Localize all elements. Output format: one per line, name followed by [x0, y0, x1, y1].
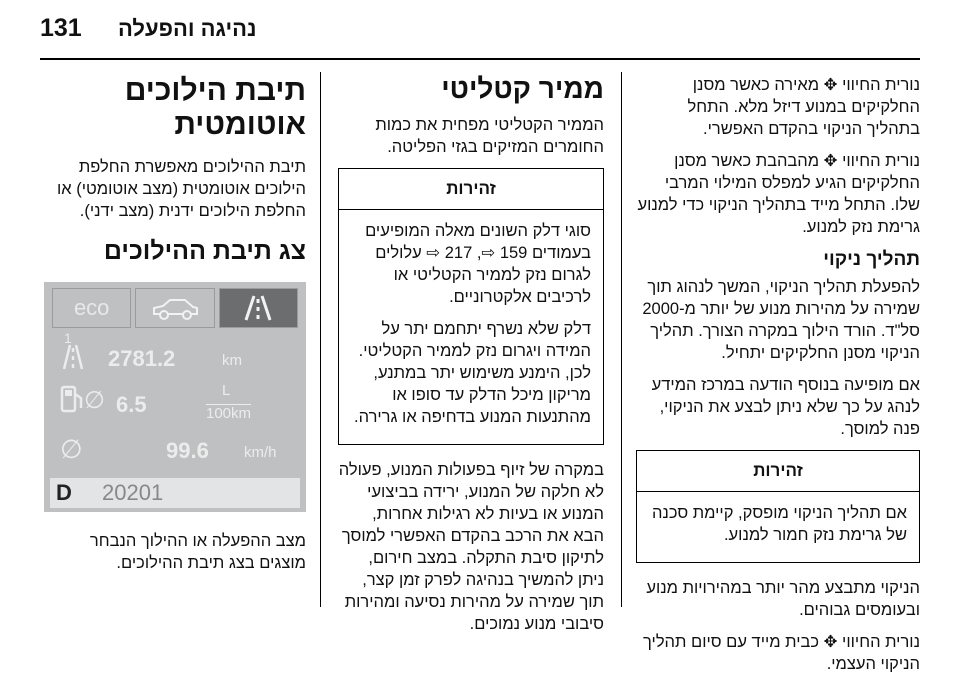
column-middle [338, 74, 604, 645]
trip-number-icon: 1 [64, 330, 72, 346]
paragraph: הניקוי מתבצע מהר יותר במהירויות מנוע ובעומסים גבוהים. [646, 579, 920, 619]
trip-distance-value: 2781.2 [108, 346, 176, 371]
odometer-value: 20201 [102, 480, 164, 505]
paragraph: נורית החיווי ✥ כבית מייד עם סיום תהליך הניקוי העצמי. [643, 633, 920, 673]
warning-paragraph: אם תהליך הניקוי מופסק, קיימת סכנה של גרימת נזק חמור למנוע. [651, 504, 907, 544]
warning-box [338, 168, 604, 445]
header-rule [40, 58, 920, 60]
paragraph: תיבת ההילוכים מאפשרת החלפת הילוכים אוטומטית (מצב אוטומטי) או החלפת הילוכים ידנית (מצב ידני). [56, 158, 306, 220]
eco-label [52, 288, 131, 328]
trip-distance-unit: km [222, 352, 242, 369]
consumption-unit-top: L [222, 382, 231, 399]
trip-road-icon [58, 344, 88, 377]
consumption-value: 6.5 [116, 392, 147, 417]
running-title: נהיגה והפעלה [118, 16, 257, 41]
paragraph: אם מופיעה בנוסף הודעה במרכז המידע לנהג על כך שלא ניתן לבצע את הניקוי, פנה למוסך. [651, 376, 920, 438]
column-divider [320, 72, 321, 607]
eco-text: eco [73, 295, 110, 320]
road-icon [219, 288, 298, 328]
speed-value: 99.6 [166, 438, 209, 463]
fuel-pump-icon [60, 384, 84, 421]
paragraph: במקרה של זיוף בפעולות המנוע, פעולה לא חלקה של המנוע, ירידה בביצועי המנוע או בעיות לא רגילות אחרות, הבא את הרכב בהקדם האפשרי למוסך לתיקון סיבת התקלה. במצב חירום, ניתן להמשיך בנהיגה לפרק זמן קצר, תוך שמירה על מהירות נסיעה ומהירות סיבובי מנוע נמוכים. [338, 461, 604, 633]
column-right [40, 74, 306, 584]
average-icon: ∅ [84, 387, 105, 414]
car-icon [135, 288, 214, 328]
paragraph: נורית החיווי ✥ מאירה כאשר מסנן החלקיקים במנוע דיזל מלא. התחל בתהליך הניקוי בהקדם האפשרי. [687, 76, 920, 138]
warning-title: זהירות [339, 169, 603, 210]
section-heading: ממיר קטליטי [441, 73, 604, 104]
warning-box [636, 450, 920, 563]
paragraph: נורית החיווי ✥ מהבהבת כאשר מסנן החלקיקים הגיע למפלס המילוי המרבי שלו. התחל מייד בתהליך הניקוי כדי למנוע גרימת נזק למנוע. [637, 152, 920, 236]
subsection-heading: צג תיבת ההילוכים [103, 237, 306, 265]
warning-title: זהירות [637, 451, 919, 492]
section-heading: תיבת הילוכים אוטומטית [124, 74, 306, 141]
average-icon: ∅ [60, 434, 83, 464]
page-number: 131 [40, 14, 82, 42]
paragraph: הממיר הקטליטי מפחית את כמות החומרים המזיקים בגזי הפליטה. [375, 116, 604, 156]
cluster-bottom-bar [50, 478, 300, 508]
warning-body [637, 492, 919, 562]
paragraph: להפעלת תהליך הניקוי, המשך לנהוג תוך שמירה על מהירות מנוע של יותר מ-2000 סל"ד. הורד הילוך במקרה הצורך. תהליך הניקוי מסנן החלקיקים יתחיל. [642, 278, 920, 362]
instrument-cluster-display [44, 282, 306, 512]
fuel-consumption-row [50, 384, 300, 424]
consumption-unit-bottom: 100km [206, 405, 252, 422]
gear-indicator: D [56, 480, 72, 505]
warning-body [339, 210, 603, 444]
column-left [636, 74, 920, 685]
speed-unit: km/h [244, 444, 277, 461]
caption: מצב ההפעלה או ההילוך הנבחר מוצגים בצג תיבת ההילוכים. [89, 532, 306, 572]
warning-paragraph: סוגי דלק השונים מאלה המופיעים בעמודים 159 ⇨, 217 ⇨ עלולים לגרום נזק לממיר הקטליטי או לרכיבים אלקטרוניים. [365, 222, 591, 306]
subsection-heading: תהליך ניקוי [823, 249, 920, 270]
trip-distance-row [50, 330, 300, 374]
warning-paragraph: דלק שלא נשרף יתחמם יתר על המידה ויגרום נזק לממיר הקטליטי. לכן, הימנע משימוש יתר במתנע, מריקון מיכל הדלק עד סופו או מהתנעות המנוע בדחיפה או גרירה. [354, 320, 591, 426]
column-divider [621, 72, 622, 607]
page-header [0, 0, 960, 62]
average-speed-row [50, 430, 300, 470]
cluster-top-bar [50, 288, 300, 328]
